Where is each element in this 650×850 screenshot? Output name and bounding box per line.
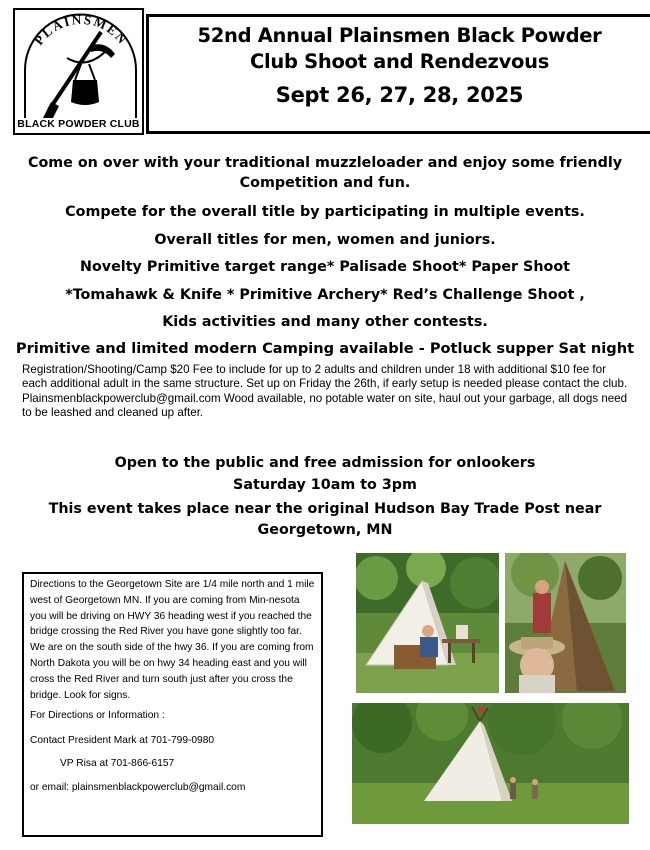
event-dates: Sept 26, 27, 28, 2025 [275, 83, 524, 107]
public-line-3: This event takes place near the original Hudson Bay Trade Post near [48, 501, 602, 517]
intro-line-3: Compete for the overall title by participating in multiple events. [65, 204, 585, 220]
contact-president: Contact President Mark at 701-799-0980 [30, 735, 215, 747]
tipi-clearing-image [352, 703, 629, 824]
public-line-1: Open to the public and free admission for onlookers [114, 455, 536, 471]
contact-vp: VP Risa at 701-866-6157 [60, 757, 175, 769]
club-logo [13, 8, 144, 135]
intro-line-6: *Tomahawk & Knife * Primitive Archery* Red’s Challenge Shoot , [65, 287, 585, 303]
title-box [146, 14, 650, 134]
man-hat-image [505, 553, 626, 693]
directions-box [22, 572, 323, 837]
contact-email: or email: plainsmenblackpowerclub@gmail.com [30, 781, 246, 793]
muzzleloader-logo-icon [15, 10, 146, 118]
event-title-line1: 52nd Annual Plainsmen Black Powder [197, 24, 602, 47]
svg-text:PLAINSMEN [31, 12, 131, 48]
intro-line-8: Primitive and limited modern Camping available - Potluck supper Sat night [15, 340, 635, 357]
intro-line-7: Kids activities and many other contests. [162, 314, 488, 330]
public-line-2: Saturday 10am to 3pm [233, 477, 417, 493]
registration-fine-print: Registration/Shooting/Camp $20 Fee to include for up to 2 adults and children under 18 with additional $10 fee for each additional adult in the same structure. Set up on Friday the 26th, if early setup is needed please contact the club. Plainsmenblackpowerclub@gmail.com Wood available, no potable water on site, haul out your garbage, all dogs need to be leashed and cleaned up after. [22, 363, 628, 420]
public-line-4: Georgetown, MN [257, 522, 393, 538]
photo-tipi-clearing [352, 703, 629, 824]
event-title-line2: Club Shoot and Rendezvous [250, 50, 549, 73]
intro-line-5: Novelty Primitive target range* Palisade Shoot* Paper Shoot [80, 259, 570, 275]
tent-camp-image [356, 553, 499, 693]
photo-tent-camp [356, 553, 499, 693]
info-heading: For Directions or Information : [30, 710, 165, 722]
intro-line-2: Competition and fun. [239, 175, 411, 191]
photo-man-hat [505, 553, 626, 693]
intro-line-4: Overall titles for men, women and juniors. [154, 232, 496, 248]
logo-caption: BLACK POWDER CLUB [17, 118, 140, 130]
logo-arc-text: PLAINSMEN [30, 11, 131, 48]
directions-text: Directions to the Georgetown Site are 1/4 mile north and 1 mile west of Georgetown MN. If you are coming from Min-nesota you will be driving on HWY 36 heading west if you reached the bridge crossing the Red River you have gone slightly too far. We are on the south side of the hwy 36. If you are coming from North Dakota you will be on hwy 34 heading east and you will cross the Red River and turn south just after you cross the bridge. Look for signs. [30, 579, 315, 701]
intro-line-1: Come on over with your traditional muzzleloader and enjoy some friendly [27, 155, 623, 171]
